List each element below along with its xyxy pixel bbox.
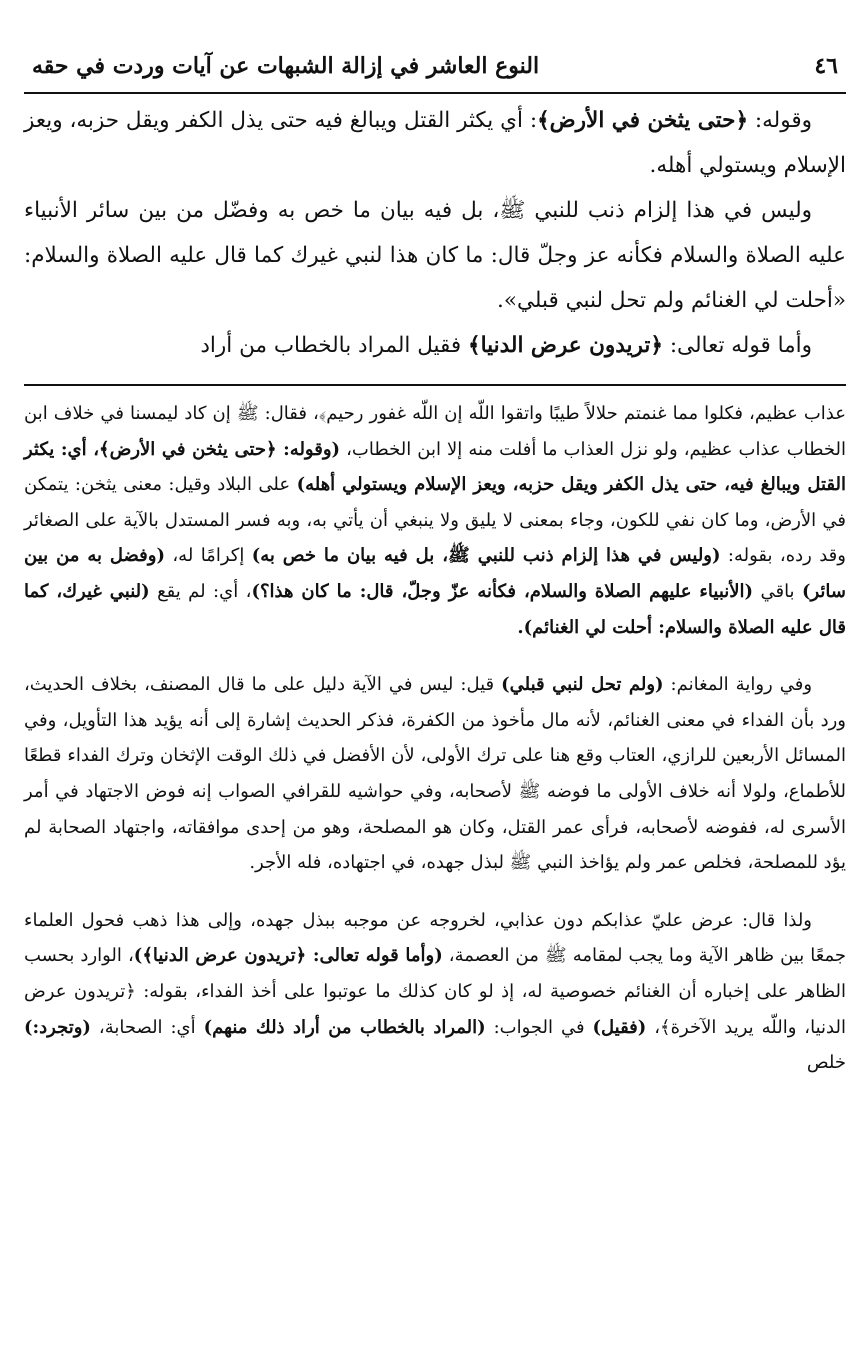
matn-quote: (وفضل به من بين سائر) <box>24 545 846 602</box>
matn-quote: (وأما قوله تعالى: ﴿تريدون عرض الدنيا﴾) <box>133 945 443 967</box>
matn-quote: (لنبي غيرك، كما قال عليه الصلاة والسلام: أحلت لي الغنائم). <box>24 580 846 638</box>
paragraph-gap <box>24 645 846 667</box>
main-paragraph-2: وليس في هذا إلزام ذنب للنبي ﷺ، بل فيه بيان ما خص به وفضّل من بين سائر الأنبياء عليه الصلاة والسلام فكأنه عز وجلّ قال: ما كان هذا لنبي غيرك كما قال عليه الصلاة والسلام: «أحلت لي الغنائم ولم تحل لنبي قبلي». <box>24 198 846 313</box>
commentary-block-3: ولذا قال: عرض عليّ عذابكم دون عذابي، لخروجه عن موجبه ببذل جهده، وإلى هذا ذهب فحول العلماء جمعًا بين ظاهر الآية وما يجب لمقامه ﷺ من العصمة، (وأما قوله تعالى: ﴿تريدون عرض الدنيا﴾)، الوارد بحسب الظاهر على إخباره أن الغنائم خصوصية له، إذ لو كان كذلك ما عوتبوا على أخذ الفداء، بقوله: ﴿تريدون عرض الدنيا، واللّه يريد الآخرة﴾، (فقيل) في الجواب: (المراد بالخطاب من أراد ذلك منهم) أي: الصحابة، (وتجرد:) خلص <box>24 909 846 1074</box>
commentary-divider <box>24 384 846 386</box>
commentary-block-1: عذاب عظيم، فكلوا مما غنمتم حلالاً طيبًا واتقوا اللّه إن اللّه غفور رحيم﴾، فقال: ﷺ إن كاد ليمسنا في خلاف ابن الخطاب عذاب عظيم، ولو نزل العذاب ما أفلت منه إلا ابن الخطاب، (وقوله: ﴿حتى يثخن في الأرض﴾، أي: يكثر القتل ويبالغ فيه، حتى يذل الكفر ويقل حزبه، ويعز الإسلام ويستولي أهله) على البلاد وقيل: معنى يثخن: يتمكن في الأرض، وما كان نفي للكون، وجاء بمعنى لا يليق ولا ينبغي أن يأتي به، وبه فسر المستدل بالآية على الصغائر وقد رده، بقوله: (وليس في هذا إلزام ذنب للنبي ﷺ، بل فيه بيان ما خص به) إكرامًا له، (وفضل به من بين سائر) باقي (الأنبياء عليهم الصلاة والسلام، فكأنه عزّ وجلّ، قال: ما كان هذا؟)، أي: لم يقع (لنبي غيرك، كما قال عليه الصلاة والسلام: أحلت لي الغنائم). <box>24 403 846 638</box>
matn-quote: (الأنبياء عليهم الصلاة والسلام، فكأنه عزّ وجلّ، قال: ما كان هذا؟) <box>251 580 754 602</box>
quran-quote: ﴿حتى يثخن في الأرض﴾ <box>537 108 749 133</box>
matn-quote: (وتجرد:) <box>24 1016 91 1038</box>
matn-quote: (فقيل) <box>592 1016 647 1038</box>
page-header <box>24 46 846 86</box>
book-page <box>24 46 846 1340</box>
quran-quote: ﴿تريدون عرض الدنيا﴾ <box>468 333 663 358</box>
matn-quote: (وقوله: ﴿حتى يثخن في الأرض﴾، أي: يكثر القتل ويبالغ فيه، حتى يذل الكفر ويقل حزبه، ويعز الإسلام ويستولي أهله) <box>24 438 846 496</box>
header-divider <box>24 92 846 94</box>
running-title: النوع العاشر في إزالة الشبهات عن آيات وردت في حقه <box>32 53 540 79</box>
commentary <box>24 396 846 1081</box>
main-paragraph-3: وأما قوله تعالى: ﴿تريدون عرض الدنيا﴾ فقيل المراد بالخطاب من أراد <box>200 333 812 358</box>
matn-quote: (ولم تحل لنبي قبلي) <box>501 674 664 696</box>
page-number: ٤٦ <box>814 53 838 79</box>
matn-quote: (المراد بالخطاب من أراد ذلك منهم) <box>203 1016 486 1038</box>
matn-quote: (وليس في هذا إلزام ذنب للنبي ﷺ، بل فيه بيان ما خص به) <box>251 545 721 567</box>
main-paragraph-1: وقوله: ﴿حتى يثخن في الأرض﴾: أي يكثر القتل ويبالغ فيه حتى يذل الكفر ويقل حزبه، ويعز الإسلام ويستولي أهله. <box>24 108 846 178</box>
paragraph-gap <box>24 881 846 903</box>
main-text <box>24 98 846 368</box>
commentary-block-2: وفي رواية المغانم: (ولم تحل لنبي قبلي) قيل: ليس في الآية دليل على ما قال المصنف، بخلاف الحديث، ورد بأن الفداء في معنى الغنائم، لأنه مال مأخوذ من الكفرة، فذكر الحديث إشارة إلى أنه يؤيد هذا التأويل، وفي المسائل الأربعين للرازي، العتاب وقع هنا على ترك الأولى، لأن الأفضل في ذلك الوقت الإثخان وترك الفداء قطعًا للأطماع، ولولا أنه خلاف الأولى ما فوضه ﷺ لأصحابه، وفي حواشيه للقرافي الصواب إنه فوض الاجتهاد في أمر الأسرى له، ففوضه لأصحابه، فرأى عمر القتل، وكان هو المصلحة، وهو من إحدى موافقاته، واجتهاد الصحابة لم يؤد للمصلحة، فخلص عمر ولم يؤاخذ النبي ﷺ لبذل جهده، في اجتهاده، فله الأجر. <box>24 674 846 874</box>
